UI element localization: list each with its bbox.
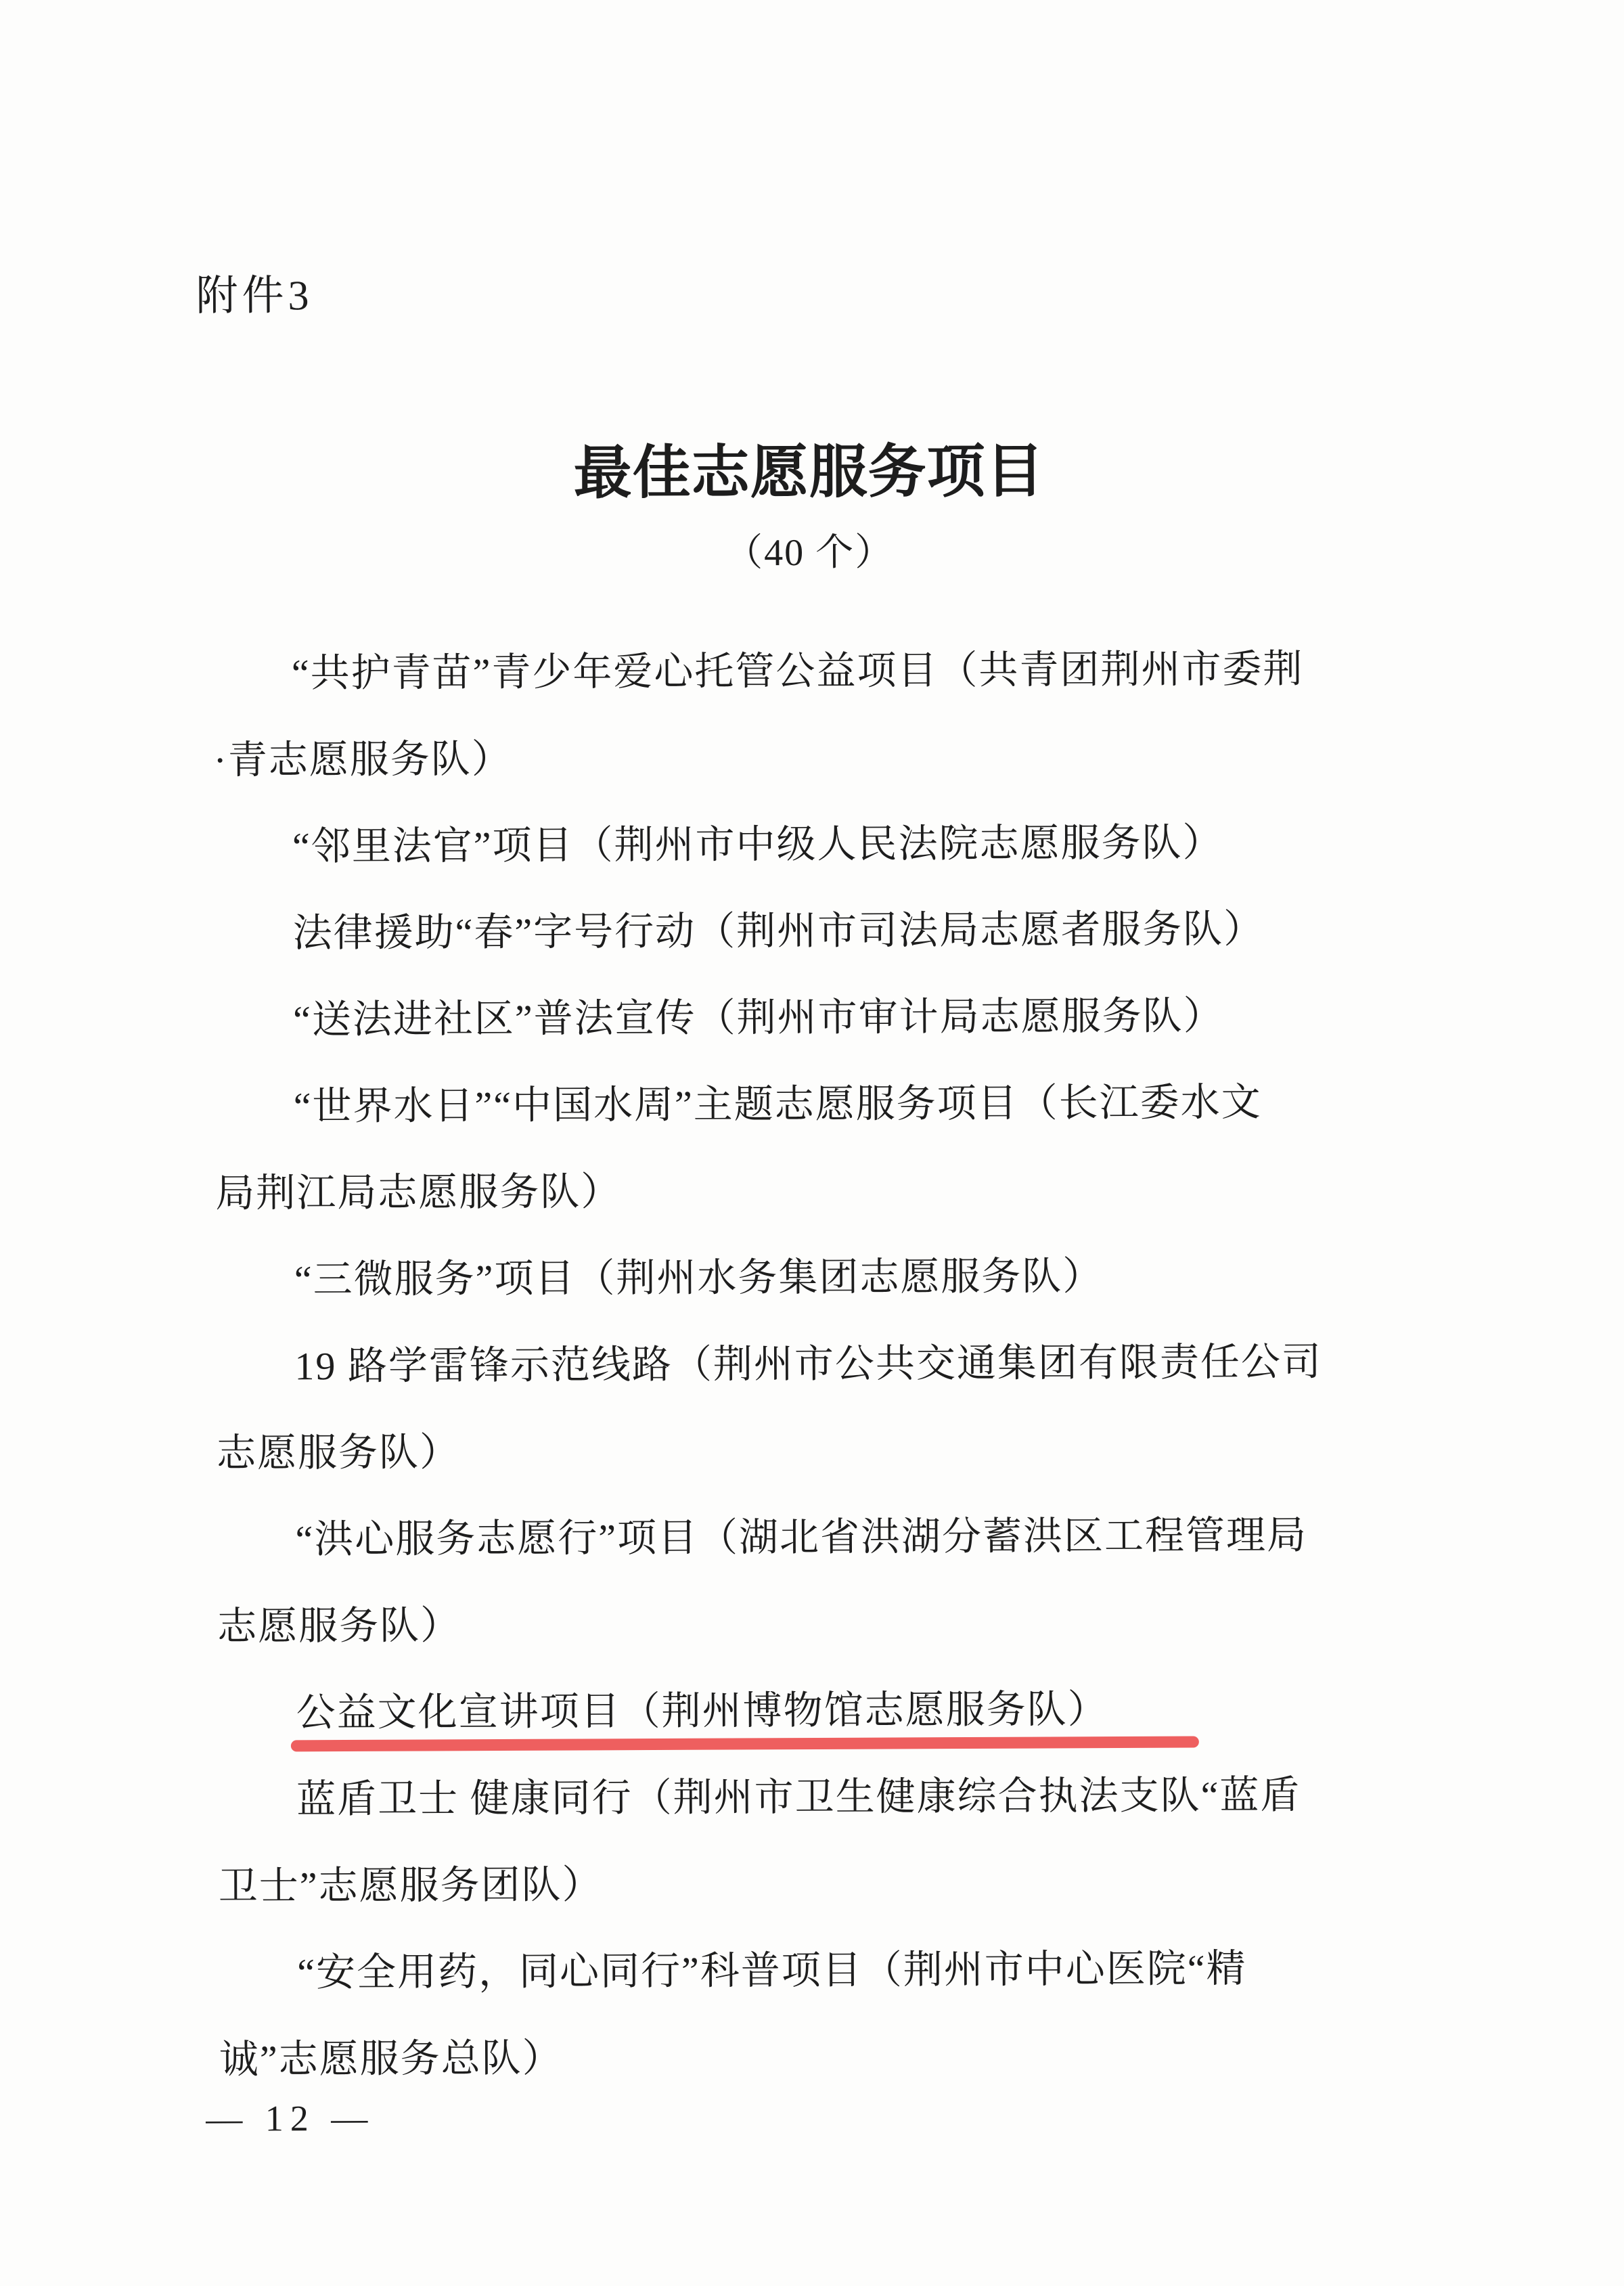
project-line: “世界水日”“中国水周”主题志愿服务项目（长江委水文 (293, 1080, 1262, 1129)
project-line: 卫士”志愿服务团队） (218, 1862, 603, 1908)
project-line: 局荆江局志愿服务队） (215, 1169, 622, 1215)
highlighted-project-text: 公益文化宣讲项目（荆州博物馆志愿服务队） (296, 1687, 1108, 1735)
project-line: “送法进社区”普法宣传（荆州市审计局志愿服务队） (293, 993, 1224, 1042)
project-line: “安全用药，同心同行”科普项目（荆州市中心医院“精 (297, 1946, 1247, 1995)
project-line: 诚”志愿服务总队） (219, 2036, 563, 2082)
project-line: 19 路学雷锋示范线路（荆州市公共交通集团有限责任公司 (294, 1339, 1323, 1389)
document-subtitle: （40 个） (725, 531, 895, 575)
project-line: “洪心服务志愿行”项目（湖北省洪湖分蓄洪区工程管理局 (295, 1512, 1308, 1562)
project-line: 法律援助“春”字号行动（荆州市司法局志愿者服务队） (292, 907, 1265, 956)
project-line: 蓝盾卫士 健康同行（荆州市卫生健康综合执法支队“蓝盾 (296, 1772, 1301, 1822)
project-line: “三微服务”项目（荆州水务集团志愿服务队） (294, 1254, 1104, 1302)
project-list (213, 625, 1430, 2103)
project-line: “邻里法官”项目（荆州市中级人民法院志愿服务队） (292, 820, 1223, 869)
project-line: 志愿服务队） (217, 1603, 461, 1649)
red-underline (291, 1736, 1199, 1752)
page-number: — 12 — (206, 2097, 375, 2139)
project-line: ·青志愿服务队） (213, 736, 512, 782)
project-line: “共护青苗”青少年爱心托管公益项目（共青团荆州市委荆 (291, 646, 1304, 696)
attachment-label: 附件3 (196, 273, 313, 319)
project-line-highlighted (217, 1665, 1429, 1757)
project-line: 志愿服务队） (216, 1430, 461, 1475)
document-title: 最佳志愿服务项目 (573, 439, 1045, 506)
